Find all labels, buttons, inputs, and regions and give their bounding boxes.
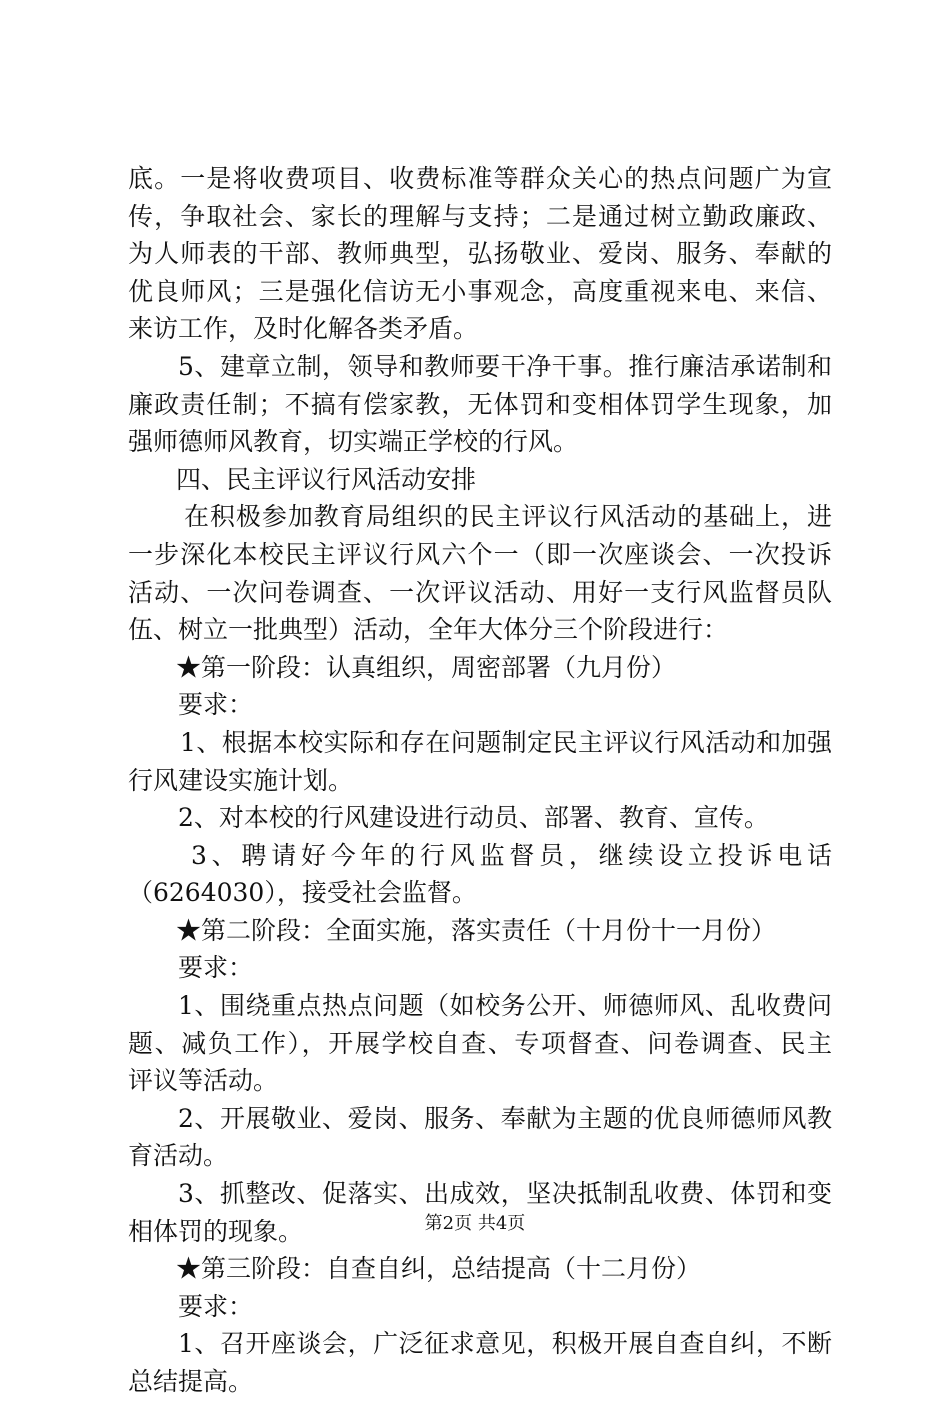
paragraph-line: 一步深化本校民主评议行风六个一（即一次座谈会、一次投诉 <box>128 539 832 569</box>
paragraph-line: 总结提高。 <box>128 1367 254 1396</box>
paragraph-line: 3、聘请好今年的行风监督员，继续设立投诉电话 <box>191 840 832 870</box>
paragraph-line: 传，争取社会、家长的理解与支持；二是通过树立勤政廉政、 <box>128 201 832 231</box>
requirements-label: 要求： <box>178 1291 254 1321</box>
paragraph-line: 育活动。 <box>128 1141 229 1171</box>
paragraph-line: 活动、一次问卷调查、一次评议活动、用好一支行风监督员队 <box>128 577 832 607</box>
paragraph-line: 优良师风；三是强化信访无小事观念，高度重视来电、来信、 <box>128 276 832 306</box>
paragraph-line: 廉政责任制；不搞有偿家教，无体罚和变相体罚学生现象，加 <box>128 389 832 419</box>
requirements-label: 要求： <box>178 953 254 983</box>
paragraph-line: （6264030），接受社会监督。 <box>128 878 477 908</box>
page-footer: 第2页 共4页 <box>424 1213 526 1234</box>
paragraph-line: 题、减负工作），开展学校自查、专项督查、问卷调查、民主 <box>128 1028 832 1058</box>
stage-heading: ★第一阶段：认真组织，周密部署（九月份） <box>176 652 677 682</box>
paragraph-line: 为人师表的干部、教师典型，弘扬敬业、爱岗、服务、奉献的 <box>128 239 832 269</box>
paragraph-line: 3、抓整改、促落实、出成效，坚决抵制乱收费、体罚和变 <box>178 1179 832 1209</box>
section-heading: 四、民主评议行风活动安排 <box>176 464 477 494</box>
paragraph-line: 强师德师风教育，切实端正学校的行风。 <box>128 427 579 457</box>
stage-heading: ★第二阶段：全面实施，落实责任（十月份十一月份） <box>176 915 777 945</box>
paragraph-line: 评议等活动。 <box>128 1066 279 1096</box>
paragraph-line: 来访工作，及时化解各类矛盾。 <box>128 314 479 344</box>
paragraph-line: 行风建设实施计划。 <box>128 765 354 795</box>
paragraph-line: 底。一是将收费项目、收费标准等群众关心的热点问题广为宣 <box>128 164 832 193</box>
paragraph-line: 在积极参加教育局组织的民主评议行风活动的基础上，进 <box>184 502 832 532</box>
paragraph-line: 伍、树立一批典型）活动，全年大体分三个阶段进行： <box>128 615 729 645</box>
paragraph-line: 相体罚的现象。 <box>128 1216 304 1246</box>
paragraph-line: 2、开展敬业、爱岗、服务、奉献为主题的优良师德师风教 <box>178 1103 832 1133</box>
paragraph-line: 1、根据本校实际和存在问题制定民主评议行风活动和加强 <box>180 727 832 757</box>
requirements-label: 要求： <box>178 690 254 720</box>
paragraph-line: 5、建章立制，领导和教师要干净干事。推行廉洁承诺制和 <box>178 351 832 381</box>
paragraph-line: 2、对本校的行风建设进行动员、部署、教育、宣传。 <box>178 803 769 833</box>
stage-heading: ★第三阶段：自查自纠，总结提高（十二月份） <box>176 1254 702 1284</box>
paragraph-line: 1、围绕重点热点问题（如校务公开、师德师风、乱收费问 <box>178 991 832 1021</box>
paragraph-line: 1、召开座谈会，广泛征求意见，积极开展自查自纠，不断 <box>178 1329 832 1359</box>
